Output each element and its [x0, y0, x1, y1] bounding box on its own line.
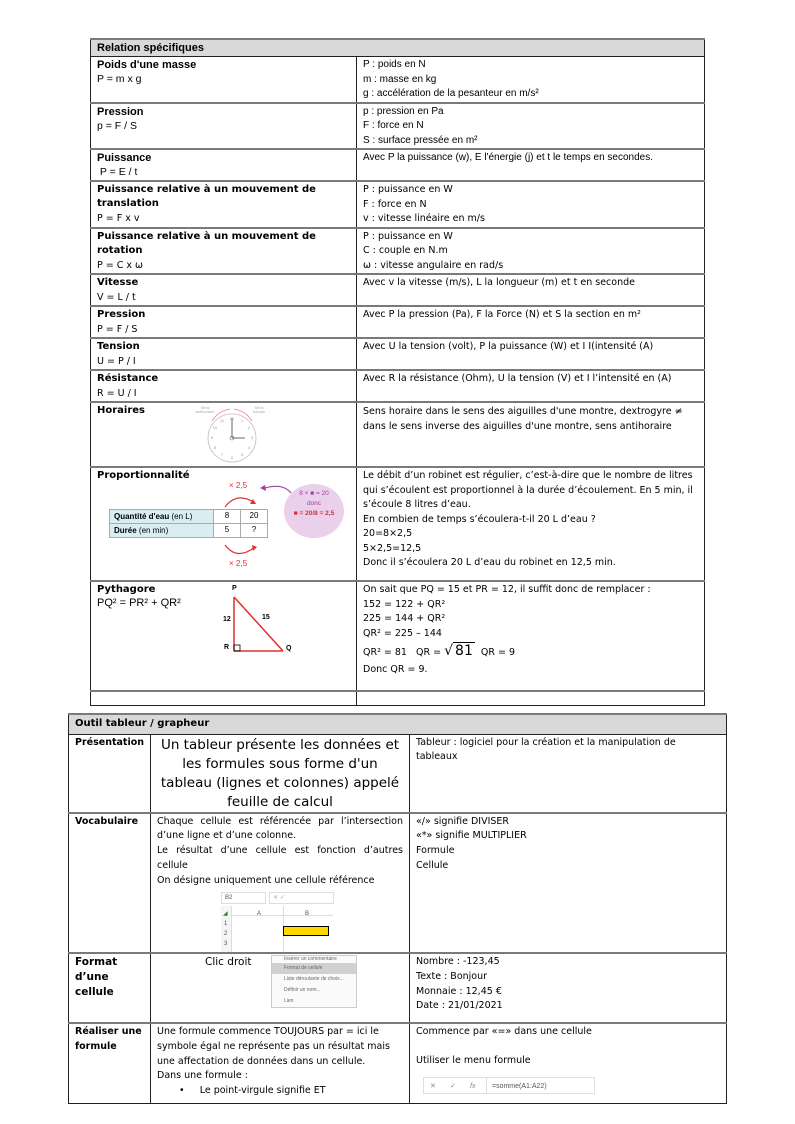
svg-text:Sens: Sens: [200, 405, 210, 410]
vertex-q: Q: [286, 645, 292, 652]
qty-value: 20: [241, 510, 268, 524]
desc-line: Donc il s’écoulera 20 L d’eau du robinet en 12,5 min.: [363, 557, 616, 568]
vocab-item: «*» signifie MULTIPLIER: [416, 830, 527, 842]
svg-text:3: 3: [250, 435, 254, 440]
desc-line: On sait que PQ = 15 et PR = 12, il suffit donc de remplacer :: [363, 584, 651, 595]
qty-value: 8: [214, 510, 241, 524]
row-title: Tension: [97, 341, 140, 352]
row-title: Horaires: [97, 405, 146, 416]
svg-text:1: 1: [240, 418, 244, 423]
row-title: Puissance relative à un mouvement de rotation: [97, 230, 316, 256]
row-title: Poids d'une masse: [97, 59, 197, 71]
svg-text:Sens: Sens: [254, 405, 264, 410]
desc-line: Avec U la tension (volt), P la puissance (W) et I I(intensité (A): [363, 341, 654, 352]
desc-line: P : puissance en W: [363, 184, 453, 195]
desc-line: m : masse en kg: [363, 73, 437, 85]
menu-item[interactable]: Liste déroulante de choix...: [284, 976, 344, 983]
label-format: Format d’une cellule: [69, 953, 151, 1023]
row-title: Pression: [97, 105, 144, 118]
formule-text: Dans une formule :: [157, 1070, 248, 1082]
svg-text:horaire: horaire: [252, 409, 266, 414]
select-all-icon[interactable]: ◢: [223, 911, 228, 918]
desc-line: P : poids en N: [363, 59, 426, 70]
desc-line: 5×2,5=12,5: [363, 542, 422, 554]
relations-table: [90, 38, 705, 706]
sqrt-line: [363, 641, 698, 663]
relations-header: Relation spécifiques: [91, 39, 705, 57]
svg-text:7: 7: [220, 452, 224, 457]
svg-text:10: 10: [212, 425, 218, 430]
row-title: Proportionnalité: [97, 470, 190, 481]
sqrt-prefix: QR² = 81 QR =: [363, 647, 445, 658]
side-pr: 12: [223, 616, 231, 623]
desc-line: F : force en N: [363, 198, 427, 210]
formule-hint: Commence par «=» dans une cellule: [416, 1026, 592, 1038]
menu-item[interactable]: Insérer un commentaire: [284, 956, 337, 963]
svg-text:5: 5: [240, 452, 244, 457]
row-formula: p = F / S: [97, 119, 137, 132]
bubble-line: donc: [306, 500, 322, 507]
row-header[interactable]: 1: [224, 921, 228, 928]
name-box[interactable]: B2: [221, 892, 266, 904]
row-formula: P = m x g: [97, 73, 142, 85]
desc-line: P : puissance en W: [363, 230, 453, 242]
desc-line: Avec P la puissance (w), E l'énergie (j) et t le temps en secondes.: [363, 152, 654, 163]
row-formula: P = F / S: [97, 324, 138, 335]
context-menu: [271, 955, 357, 1008]
desc-line: F : force en N: [363, 120, 424, 131]
qty-label: Quantité d'eau: [114, 512, 170, 521]
duration-label: Durée: [114, 526, 137, 535]
row-formula: P = F x v: [97, 213, 140, 224]
row-formula: P = E / t: [97, 166, 138, 178]
format-example: Nombre : -123,45: [416, 956, 500, 968]
sqrt-suffix: QR = 9: [474, 647, 516, 658]
col-header[interactable]: B: [305, 911, 310, 918]
multiplier-bottom: × 2,5: [229, 559, 248, 568]
row-title: Pression: [97, 309, 146, 320]
clock-diagram-icon: [187, 404, 277, 466]
desc-line: 20=8×2,5: [363, 528, 413, 539]
bullet-item: [157, 1084, 403, 1099]
format-example: Date : 21/01/2021: [416, 1000, 503, 1012]
row-title: Pythagore: [97, 584, 156, 595]
horaires-desc: Sens horaire dans le sens des aiguilles d'une montre, dextrogyre ≠ dans le sens inverse des aiguilles d'une montre, sens antihoraire: [363, 406, 683, 432]
vocab-item: Formule: [416, 845, 455, 857]
bubble-line: 8 × ■ = 20: [299, 490, 329, 497]
svg-text:8: 8: [213, 445, 217, 450]
qty-unit: (en L): [169, 512, 193, 521]
vertex-r: R: [224, 644, 230, 651]
multiplier-top: × 2,5: [229, 481, 248, 490]
menu-item[interactable]: Définir un nom...: [284, 987, 321, 994]
desc-line: C : couple en N.m: [363, 245, 448, 256]
svg-text:6: 6: [230, 455, 234, 460]
svg-text:9: 9: [210, 435, 214, 440]
desc-line: Avec R la résistance (Ohm), U la tension (V) et I l’intensité en (A): [363, 373, 672, 384]
row-title: Résistance: [97, 373, 159, 384]
formula-input[interactable]: =somme(A1:A22): [492, 1083, 547, 1091]
right-click-text: Clic droit: [205, 956, 252, 969]
desc-line: v : vitesse linéaire en m/s: [363, 213, 485, 224]
vertex-p: P: [232, 585, 237, 592]
spreadsheet-header: Outil tableur / grapheur: [69, 714, 727, 734]
bubble-text: [285, 489, 343, 519]
duration-value: 5: [214, 524, 241, 538]
proportion-figure: [105, 481, 345, 571]
desc-line: QR² = 225 – 144: [363, 627, 442, 639]
duration-value: ?: [241, 524, 268, 538]
sheet-screenshot: B2 ✕ ✓ ◢ A B 1 2 3: [157, 888, 403, 952]
desc-line: p : pression en Pa: [363, 105, 444, 117]
formule-text: Une formule commence TOUJOURS par = ici le symbole égal ne représente pas un résultat mais une affectation de données dans un cellule.: [157, 1026, 390, 1067]
svg-text:antihoraire: antihoraire: [195, 409, 215, 414]
selected-cell-b2[interactable]: [283, 926, 329, 936]
formula-bar: [423, 1077, 595, 1094]
svg-text:2: 2: [247, 425, 251, 430]
row-formula: P = C x ω: [97, 259, 143, 271]
vocab-item: Cellule: [416, 859, 449, 871]
spreadsheet-table: [68, 713, 727, 1104]
cancel-icon[interactable]: ✕: [430, 1083, 436, 1091]
proportion-table: [109, 509, 268, 538]
empty-cell: [91, 691, 357, 705]
desc-line: Avec v la vitesse (m/s), L la longueur (m) et t en seconde: [363, 277, 635, 288]
svg-text:12: 12: [229, 416, 235, 421]
sqrt-icon: √ 81: [444, 643, 473, 659]
desc-line: 225 = 144 + QR²: [363, 613, 446, 624]
vocab-line: Le résultat d’une cellule est fonction d’autres cellule: [157, 845, 403, 871]
desc-line: S : surface pressée en m²: [363, 134, 478, 146]
empty-cell: [357, 691, 705, 705]
label-vocabulaire: Vocabulaire: [69, 813, 151, 954]
sqrt-value: 81: [455, 643, 473, 659]
label-presentation: Présentation: [69, 734, 151, 813]
pythagore-formula: PQ² = PR² + QR²: [97, 597, 181, 609]
desc-line: g : accélération de la pesanteur en m/s²: [363, 88, 539, 99]
row-title: Vitesse: [97, 277, 139, 288]
bubble-line: ■ = 20/8 = 2,5: [293, 510, 335, 517]
row-title: Puissance relative à un mouvement de translation: [97, 184, 316, 209]
format-example: Texte : Bonjour: [416, 970, 488, 982]
desc-line: 152 = 122 + QR²: [363, 598, 446, 610]
desc-line: Le débit d’un robinet est régulier, c’est-à-dire que le nombre de litres qui s’écoulent est proportionnel à la durée d’écoulement. En 5 min, il s’écoule 8 litres d’eau.: [363, 470, 693, 510]
presentation-text: Un tableur présente les données et les formules sous forme d'un tableau (lignes et colonnes) appelé feuille de calcul: [151, 734, 410, 813]
presentation-definition: Tableur : logiciel pour la création et la manipulation de tableaux: [410, 734, 727, 813]
menu-item-format-cellule[interactable]: Format de cellule: [272, 963, 356, 974]
row-header[interactable]: 2: [224, 931, 228, 938]
desc-line: ω : vitesse angulaire en rad/s: [363, 259, 504, 271]
desc-line: Avec P la pression (Pa), F la Force (N) et S la section en m²: [363, 309, 641, 320]
label-formule: Réaliser une formule: [69, 1023, 151, 1103]
side-pq: 15: [262, 614, 270, 621]
duration-unit: (en min): [136, 526, 169, 535]
svg-text:4: 4: [247, 445, 251, 450]
row-formula: U = P / I: [97, 356, 136, 367]
bullet-text: Le point-virgule signifie ET: [199, 1085, 326, 1097]
col-header[interactable]: A: [257, 911, 262, 918]
fx-icon[interactable]: fx: [470, 1083, 476, 1091]
vocab-item: «/» signifie DIVISER: [416, 815, 510, 827]
row-formula: V = L / t: [97, 292, 136, 303]
formule-hint: Utiliser le menu formule: [416, 1054, 531, 1066]
desc-line: Donc QR = 9.: [363, 664, 428, 675]
row-header[interactable]: 3: [224, 941, 228, 948]
format-example: Monnaie : 12,45 €: [416, 985, 502, 997]
bullet-icon: •: [179, 1085, 185, 1097]
row-formula: R = U / I: [97, 388, 137, 399]
svg-text:11: 11: [219, 418, 225, 423]
vocab-line: On désigne uniquement une cellule référence: [157, 874, 375, 886]
row-title: Puissance: [97, 152, 152, 164]
vocab-line: Chaque cellule est référencée par l’intersection d’une ligne et d’une colonne.: [157, 815, 403, 842]
desc-line: En combien de temps s’écoulera-t-il 20 L d’eau ?: [363, 513, 596, 525]
check-icon[interactable]: ✓: [450, 1083, 456, 1091]
menu-item-link[interactable]: Lien: [284, 998, 294, 1005]
